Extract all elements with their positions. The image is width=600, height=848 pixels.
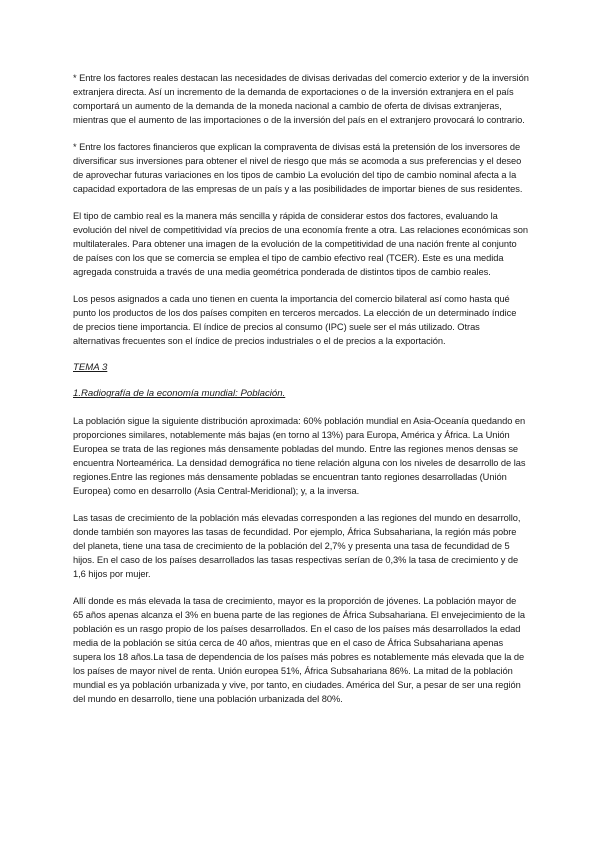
paragraph-tasas-crecimiento: Las tasas de crecimiento de la población más elevadas corresponden a las regiones del mundo en desarrollo, donde también son mayores las tasas de fecundidad. Por ejemplo, África Subsahariana, la región más pobre del planeta, tiene una tasa de crecimiento de la población del 2,7% y presenta una tasa de fecundidad de 5 hijos. En el caso de los países desarrollados las tasas respectivas serían de 0,3% la tasa de crecimiento y de 1,6 hijos por mujer.: [73, 512, 521, 580]
paragraph-tipo-cambio-real: El tipo de cambio real es la manera más sencilla y rápida de considerar estos dos factores, evaluando la evolución del nivel de competitividad vía precios de una economía frente a otra. Las relaciones económicas son multilaterales. Para obtener una imagen de la evolución de la competitividad de una nación frente al conjunto de países con los que se comercia se emplea el tipo de cambio efectivo real (TCER). Este es una medida agregada construida a través de una media geométrica ponderada de distintos tipos de cambio reales.: [73, 210, 528, 278]
paragraph-jovenes-envejecimiento: Allí donde es más elevada la tasa de crecimiento, mayor es la proporción de jóvenes. La población mayor de 65 años apenas alcanza el 3% en buena parte de las regiones de África Subsahariana. El envejecimiento de la población es un rasgo propio de los países desarrollados. En el caso de los países más desarrollados la edad media de la población se sitúa cerca de 40 años, mientras que en el caso de África Subsahariana apenas supera los 18 años.La tasa de dependencia de los países más pobres es notablemente más elevada que la de los países de mayor nivel de renta. Unión europea 51%, África Subsahariana 86%. La mitad de la población mundial es ya población urbanizada y vive, por tanto, en ciudades. América del Sur, a pesar de ser una región del mundo en desarrollo, tiene una población urbanizada del 80%.: [73, 595, 526, 705]
document-page: [73, 71, 529, 719]
paragraph-factores-financieros: * Entre los factores financieros que explican la compraventa de divisas está la pretensión de los inversores de diversificar sus inversiones para obtener el nivel de riesgo que más se acomoda a sus preferencias y el deseo de aprovechar futuras variaciones en los tipos de cambio La evolución del tipo de cambio nominal afecta a la capacidad exportadora de las empresas de un país y a las posibilidades de importar bienes de sus residentes.: [73, 141, 523, 195]
paragraph-pesos-asignados: Los pesos asignados a cada uno tienen en cuenta la importancia del comercio bilateral así como hasta qué punto los productos de los dos países compiten en terceros mercados. La elección de un determinado índice de precios tiene importancia. El índice de precios al consumo (IPC) suele ser el más utilizado. Otras alternativas frecuentes son el índice de precios industriales o el de precios a la exportación.: [73, 293, 517, 346]
paragraph-distribucion-poblacion: La población sigue la siguiente distribución aproximada: 60% población mundial en Asia-Oceanía quedando en proporciones similares, notablemente más bajas (en torno al 13%) para Europa, América y África. La Unión Europea se trata de las regiones más densamente pobladas del mundo. Entre las regiones menos densas se encuentra Norteamérica. La densidad demográfica no tiene relación alguna con los niveles de desarrollo de las regiones.Entre las regiones más densamente pobladas se encuentran tanto regiones desarrolladas (Unión Europea) como en desarrollo (Asia Central-Meridional); y, a la inversa.: [73, 415, 526, 497]
section-heading: 1.Radiografía de la economía mundial: Población.: [73, 388, 286, 400]
paragraph-factores-reales: * Entre los factores reales destacan las necesidades de divisas derivadas del comercio exterior y de la inversión extranjera directa. Así un incremento de la demanda de exportaciones o de la inversión extranjera en el país comportará un aumento de la demanda de la moneda nacional a cambio de oferta de divisas extranjeras, mientras que el aumento de las importaciones o de la inversión del país en el extranjero provocará lo contrario.: [73, 73, 529, 126]
tema-heading: TEMA 3: [73, 361, 108, 373]
